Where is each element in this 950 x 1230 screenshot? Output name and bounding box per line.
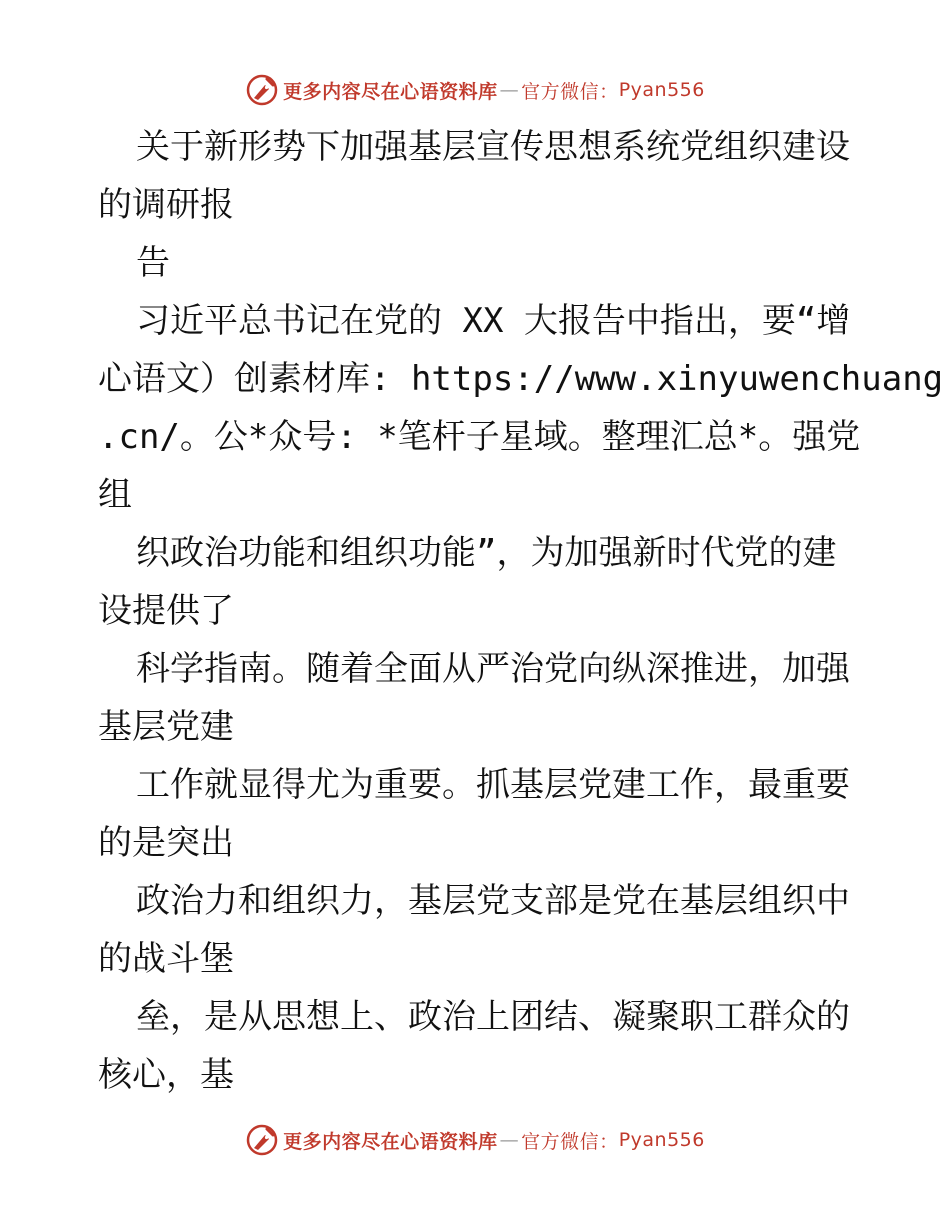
banner-brand-text: 更多内容尽在心语资料库 [283, 80, 498, 103]
banner-wechat-label: 官方微信： [521, 80, 619, 103]
document-line: 心语文）创素材库: https://www.xinyuwenchuang [98, 359, 944, 399]
document-line: 的战斗堡 [98, 939, 234, 979]
document-line: 织政治功能和组织功能”，为加强新时代党的建 [136, 533, 837, 573]
document-body [98, 118, 944, 1104]
document-line: 基层党建 [98, 707, 234, 747]
document-line: 关于新形势下加强基层宣传思想系统党组织建设 [136, 127, 850, 167]
document-line: 政治力和组织力，基层党支部是党在基层组织中 [136, 881, 850, 921]
document-line: 垒，是从思想上、政治上团结、凝聚职工群众的 [136, 997, 850, 1037]
document-line: 科学指南。随着全面从严治党向纵深推进，加强 [136, 649, 850, 689]
banner-separator: — [499, 79, 520, 101]
pen-nib-logo-icon [245, 73, 279, 107]
banner-wechat-label: 官方微信： [521, 1130, 619, 1153]
document-line: 核心，基 [98, 1055, 234, 1095]
pen-nib-logo-icon [245, 1123, 279, 1157]
document-line: 习近平总书记在党的 XX 大报告中指出，要“增 [136, 301, 851, 341]
document-line: 的调研报 [98, 185, 234, 225]
document-line: 告 [136, 243, 170, 283]
document-line: 工作就显得尤为重要。抓基层党建工作，最重要 [136, 765, 850, 805]
banner-brand-text: 更多内容尽在心语资料库 [283, 1130, 498, 1153]
banner-separator: — [499, 1129, 520, 1151]
banner-wechat-id: Pyan556 [618, 79, 705, 101]
header-banner [0, 70, 950, 110]
document-line: 的是突出 [98, 823, 234, 863]
footer-banner [0, 1120, 950, 1160]
document-line: 设提供了 [98, 591, 234, 631]
document-line: .cn/。公*众号: *笔杆子星域。整理汇总*。强党 [98, 417, 861, 457]
banner-wechat-id: Pyan556 [618, 1129, 705, 1151]
document-line: 组 [98, 475, 132, 515]
